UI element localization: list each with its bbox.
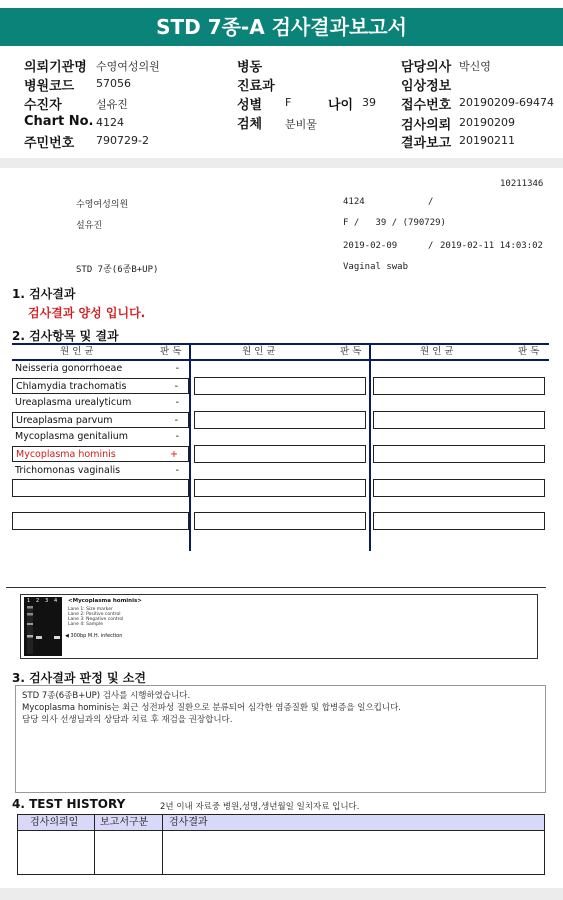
print-chart: 4124 bbox=[343, 197, 365, 207]
pathogen-result: - bbox=[175, 363, 179, 374]
patient-label: 수진자 bbox=[24, 98, 62, 113]
gel-band-text: 300bp M.H. infection bbox=[70, 633, 123, 639]
print-date-to: 2019-02-11 14:03:02 bbox=[440, 241, 543, 251]
gel-image bbox=[24, 597, 62, 656]
gel-top-rule bbox=[6, 587, 546, 588]
gel-legend-item: Lane 1: Size marker bbox=[68, 607, 113, 612]
pathogen-result: + bbox=[170, 449, 178, 460]
history-col-divider bbox=[162, 831, 163, 875]
col-head-pathogen-2: 원 인 균 bbox=[242, 346, 276, 357]
empty-cell bbox=[194, 377, 366, 395]
gel-lane-number: 2 bbox=[36, 598, 40, 604]
doc-number: 10211346 bbox=[500, 179, 544, 189]
footer-band bbox=[0, 888, 563, 900]
history-col-divider bbox=[94, 831, 95, 875]
print-date-sep: / bbox=[428, 241, 434, 251]
pathogen-name: Mycoplasma genitalium bbox=[15, 431, 129, 442]
gel-legend-item: Lane 2: Positive control bbox=[68, 612, 121, 617]
doctor-value: 박신영 bbox=[459, 60, 491, 73]
result-row bbox=[12, 412, 189, 428]
gel-legend bbox=[68, 607, 123, 627]
patient-value: 설유진 bbox=[96, 98, 128, 111]
specimen-value: 분비물 bbox=[285, 118, 317, 131]
sex-value: F bbox=[285, 96, 292, 109]
receipt-label: 접수번호 bbox=[401, 98, 452, 113]
gel-image-panel bbox=[20, 594, 538, 659]
ward-label: 병동 bbox=[237, 60, 263, 75]
pathogen-name: Neisseria gonorrhoeae bbox=[15, 363, 123, 374]
gel-band-label bbox=[65, 633, 122, 639]
request-value: 20190209 bbox=[459, 116, 515, 129]
gel-legend-item: Lane 4: Sample bbox=[68, 622, 103, 627]
pathogen-result: - bbox=[175, 465, 179, 476]
result-row bbox=[12, 361, 189, 377]
arrow-left-icon: ◀ bbox=[65, 633, 69, 639]
pathogen-result: - bbox=[174, 415, 178, 426]
gel-band bbox=[54, 636, 60, 639]
specimen-label: 검체 bbox=[237, 117, 263, 132]
empty-cell bbox=[373, 377, 545, 395]
section1-title: 1. 검사결과 bbox=[12, 287, 76, 301]
age-label: 나이 bbox=[328, 98, 354, 113]
empty-cell bbox=[12, 479, 189, 497]
table-divider-1 bbox=[189, 343, 191, 551]
empty-cell bbox=[194, 512, 366, 530]
age-value: 39 bbox=[362, 96, 376, 109]
opinion-line: Mycoplasma hominis는 최근 성전파성 질환으로 분류되어 심각한 염증질환 및 합병증을 일으킵니다. bbox=[22, 703, 402, 713]
dept-label: 진료과 bbox=[237, 79, 275, 94]
code-value: 57056 bbox=[96, 77, 131, 90]
empty-cell bbox=[373, 411, 545, 429]
pathogen-name: Trichomonas vaginalis bbox=[15, 465, 121, 476]
clinical-label: 임상정보 bbox=[401, 79, 452, 94]
empty-cell bbox=[194, 411, 366, 429]
gel-title: <Mycoplasma hominis> bbox=[68, 598, 142, 604]
section4-title: 4. TEST HISTORY bbox=[12, 797, 126, 811]
gel-lane-number: 1 bbox=[27, 598, 31, 604]
table-divider-2 bbox=[369, 343, 371, 551]
report-title: STD 7종-A 검사결과보고서 bbox=[0, 8, 563, 46]
id-label: 주민번호 bbox=[24, 136, 75, 151]
print-sex-age: F / 39 / (790729) bbox=[343, 218, 446, 228]
chart-label: Chart No. bbox=[24, 114, 94, 129]
receipt-value: 20190209-69474 bbox=[459, 96, 554, 109]
sex-label: 성별 bbox=[237, 98, 263, 113]
history-col-result: 검사결과 bbox=[162, 815, 544, 831]
code-label: 병원코드 bbox=[24, 79, 75, 94]
print-test-name: STD 7종(6종B+UP) bbox=[76, 265, 159, 275]
hospital-value: 수영여성의원 bbox=[96, 60, 160, 73]
history-note: 2년 이내 자료중 병원,성명,생년월일 일치자료 입니다. bbox=[160, 802, 360, 812]
section2-title: 2. 검사항목 및 결과 bbox=[12, 329, 119, 343]
pathogen-name: Ureaplasma parvum bbox=[16, 415, 113, 426]
empty-cell bbox=[373, 479, 545, 497]
pathogen-result: - bbox=[174, 381, 178, 392]
history-col-date: 검사의뢰일 bbox=[18, 815, 94, 831]
pathogen-result: - bbox=[175, 397, 179, 408]
pathogen-name: Mycoplasma hominis bbox=[16, 449, 116, 460]
report-label: 결과보고 bbox=[401, 136, 452, 151]
positive-result-text: 검사결과 양성 입니다. bbox=[28, 306, 146, 320]
col-head-pathogen-1: 원 인 균 bbox=[60, 346, 94, 357]
pathogen-result: - bbox=[175, 431, 179, 442]
result-row-positive bbox=[12, 446, 189, 462]
gel-lane-number: 3 bbox=[45, 598, 49, 604]
gel-band bbox=[36, 636, 42, 639]
section3-title: 3. 검사결과 판정 및 소견 bbox=[12, 671, 146, 685]
col-head-judge-2: 판 독 bbox=[340, 346, 362, 357]
empty-cell bbox=[373, 512, 545, 530]
opinion-line: 담당 의사 선생님과의 상담과 치료 후 재검을 권장합니다. bbox=[22, 715, 233, 725]
print-date-from: 2019-02-09 bbox=[343, 241, 398, 251]
report-value: 20190211 bbox=[459, 134, 515, 147]
empty-cell bbox=[12, 512, 189, 530]
gel-marker-lane bbox=[27, 606, 33, 654]
doctor-label: 담당의사 bbox=[401, 60, 452, 75]
result-row bbox=[12, 395, 189, 411]
print-hospital: 수영여성의원 bbox=[76, 200, 129, 210]
print-specimen: Vaginal swab bbox=[343, 262, 409, 272]
print-patient: 설유진 bbox=[76, 221, 103, 231]
col-head-pathogen-3: 원 인 균 bbox=[420, 346, 454, 357]
history-col-type: 보고서구분 bbox=[94, 815, 162, 831]
col-head-judge-3: 판 독 bbox=[518, 346, 540, 357]
separator-band bbox=[0, 158, 563, 168]
gel-legend-item: Lane 3: Negative control bbox=[68, 617, 124, 622]
pathogen-name: Ureaplasma urealyticum bbox=[15, 397, 132, 408]
hospital-label: 의뢰기관명 bbox=[24, 60, 87, 75]
result-row bbox=[12, 378, 189, 394]
opinion-box bbox=[15, 685, 546, 793]
opinion-line: STD 7종(6종B+UP) 검사를 시행하였습니다. bbox=[22, 691, 191, 701]
print-chart-sep: / bbox=[428, 197, 434, 207]
id-value: 790729-2 bbox=[96, 134, 149, 147]
col-head-judge-1: 판 독 bbox=[160, 346, 182, 357]
chart-value: 4124 bbox=[96, 116, 124, 129]
empty-cell bbox=[194, 445, 366, 463]
request-label: 검사의뢰 bbox=[401, 118, 452, 133]
result-row bbox=[12, 429, 189, 445]
empty-cell bbox=[373, 445, 545, 463]
empty-cell bbox=[194, 479, 366, 497]
gel-lane-number: 4 bbox=[54, 598, 58, 604]
pathogen-name: Chlamydia trachomatis bbox=[16, 381, 127, 392]
result-row bbox=[12, 463, 189, 479]
